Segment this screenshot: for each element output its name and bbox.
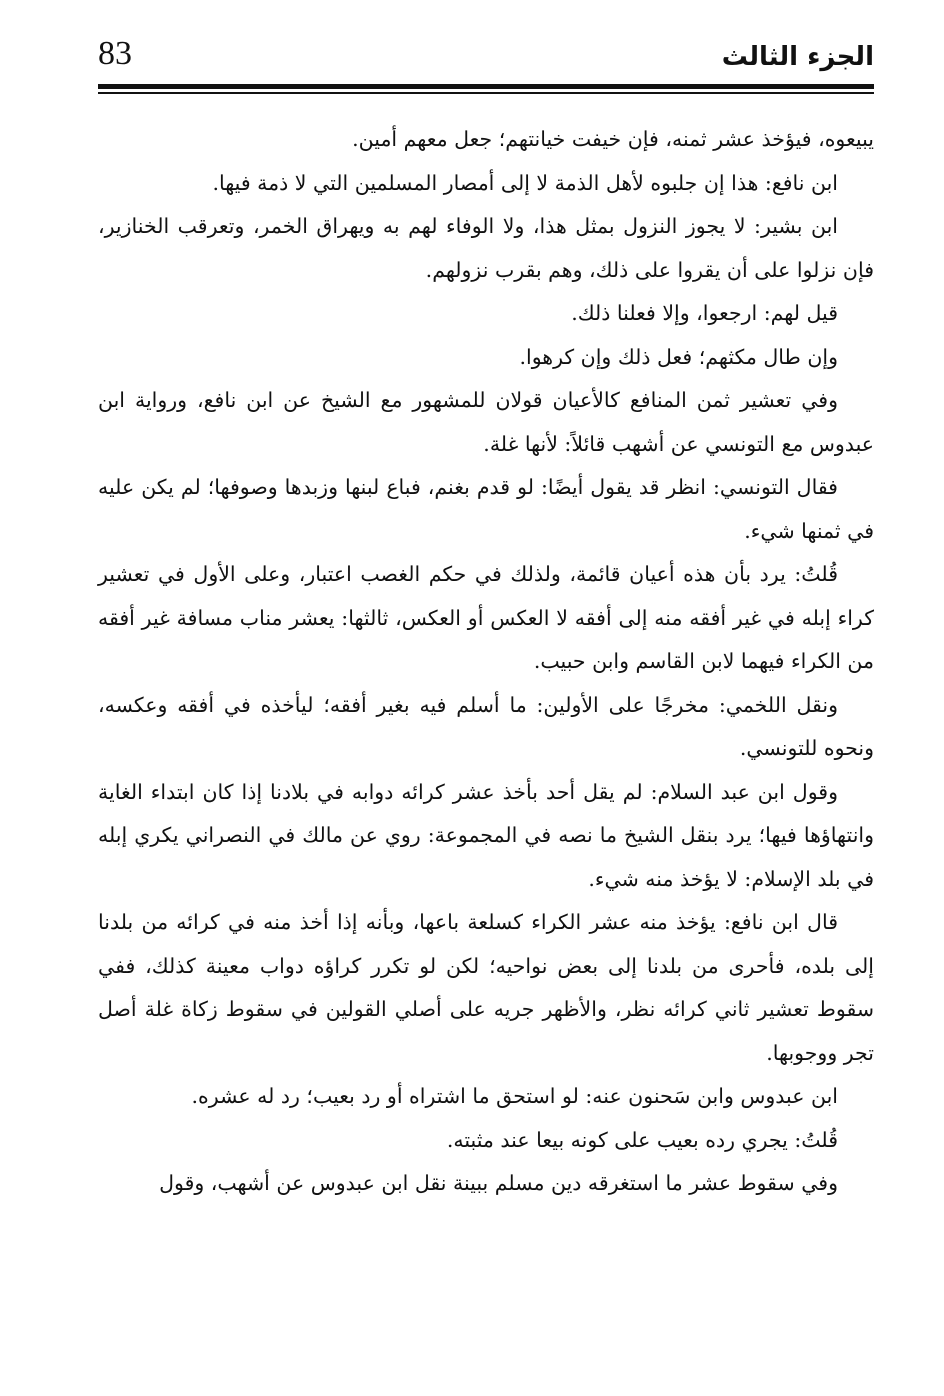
paragraph: فقال التونسي: انظر قد يقول أيضًا: لو قدم بغنم، فباع لبنها وزبدها وصوفها؛ لم يكن عليه في ثمنها شيء. <box>98 475 874 543</box>
paragraph: ابن بشير: لا يجوز النزول بمثل هذا، ولا الوفاء لهم به ويهراق الخمر، وتعرقب الخنازير، فإن نزلوا على أن يقروا على ذلك، وهم بقرب نزولهم. <box>98 214 874 282</box>
paragraph: وقول ابن عبد السلام: لم يقل أحد بأخذ عشر كرائه دوابه في بلادنا إذا كان ابتداء الغاية وانتهاؤها فيها؛ يرد بنقل الشيخ ما نصه في المجموعة: روي عن مالك في النصراني يكري إبله في بلد الإسلام: لا يؤخذ منه شيء. <box>98 779 874 891</box>
paragraph: قيل لهم: ارجعوا، وإلا فعلنا ذلك. <box>571 301 838 325</box>
paragraph: يبيعوه، فيؤخذ عشر ثمنه، فإن خيفت خيانتهم؛ جعل معهم أمين. <box>352 127 874 151</box>
paragraph: ابن نافع: هذا إن جلبوه لأهل الذمة لا إلى أمصار المسلمين التي لا ذمة فيها. <box>212 170 838 195</box>
paragraph: قال ابن نافع: يؤخذ منه عشر الكراء كسلعة باعها، وبأنه إذا أخذ منه في كرائه من بلدنا إلى بلده، فأحرى من بلدنا إلى بعض نواحيه؛ لكن لو تكرر كراؤه دواب معينة كذلك، ففي سقوط تعشير ثاني كرائه نظر، والأظهر جريه على أصلي القولين في سقوط زكاة غلة أصل تجر ووجوبها. <box>98 910 874 1065</box>
page-header <box>98 34 874 84</box>
paragraph: وفي سقوط عشر ما استغرقه دين مسلم ببينة نقل ابن عبدوس عن أشهب، وقول <box>159 1171 838 1195</box>
header-rule-thin <box>98 92 874 94</box>
running-title: الجزء الثالث <box>721 42 874 72</box>
paragraph: وفي تعشير ثمن المنافع كالأعيان قولان للمشهور مع الشيخ عن ابن نافع، ورواية ابن عبدوس مع التونسي عن أشهب قائلاً: لأنها غلة. <box>98 388 874 456</box>
header-rule-thick <box>98 84 874 89</box>
page-number: 83 <box>98 35 132 72</box>
paragraph: قُلتُ: يرد بأن هذه أعيان قائمة، ولذلك في حكم الغصب اعتبار، وعلى الأول في تعشير كراء إبله في غير أفقه منه إلى أفقه لا العكس أو العكس، ثالثها: يعشر مناب مسافة غير أفقه من الكراء فيهما لابن القاسم وابن حبيب. <box>98 562 874 673</box>
paragraph: ابن عبدوس وابن سَحنون عنه: لو استحق ما اشتراه أو رد بعيب؛ رد له عشره. <box>191 1084 838 1108</box>
paragraph: ونقل اللخمي: مخرجًا على الأولين: ما أسلم فيه بغير أفقه؛ ليأخذه في أفقه وعكسه، ونحوه للتونسي. <box>98 692 874 760</box>
body-text <box>98 118 874 1206</box>
paragraph: وإن طال مكثهم؛ فعل ذلك وإن كرهوا. <box>519 344 838 369</box>
paragraph: قُلتُ: يجري رده بعيب على كونه بيعا عند مثبته. <box>446 1127 838 1152</box>
